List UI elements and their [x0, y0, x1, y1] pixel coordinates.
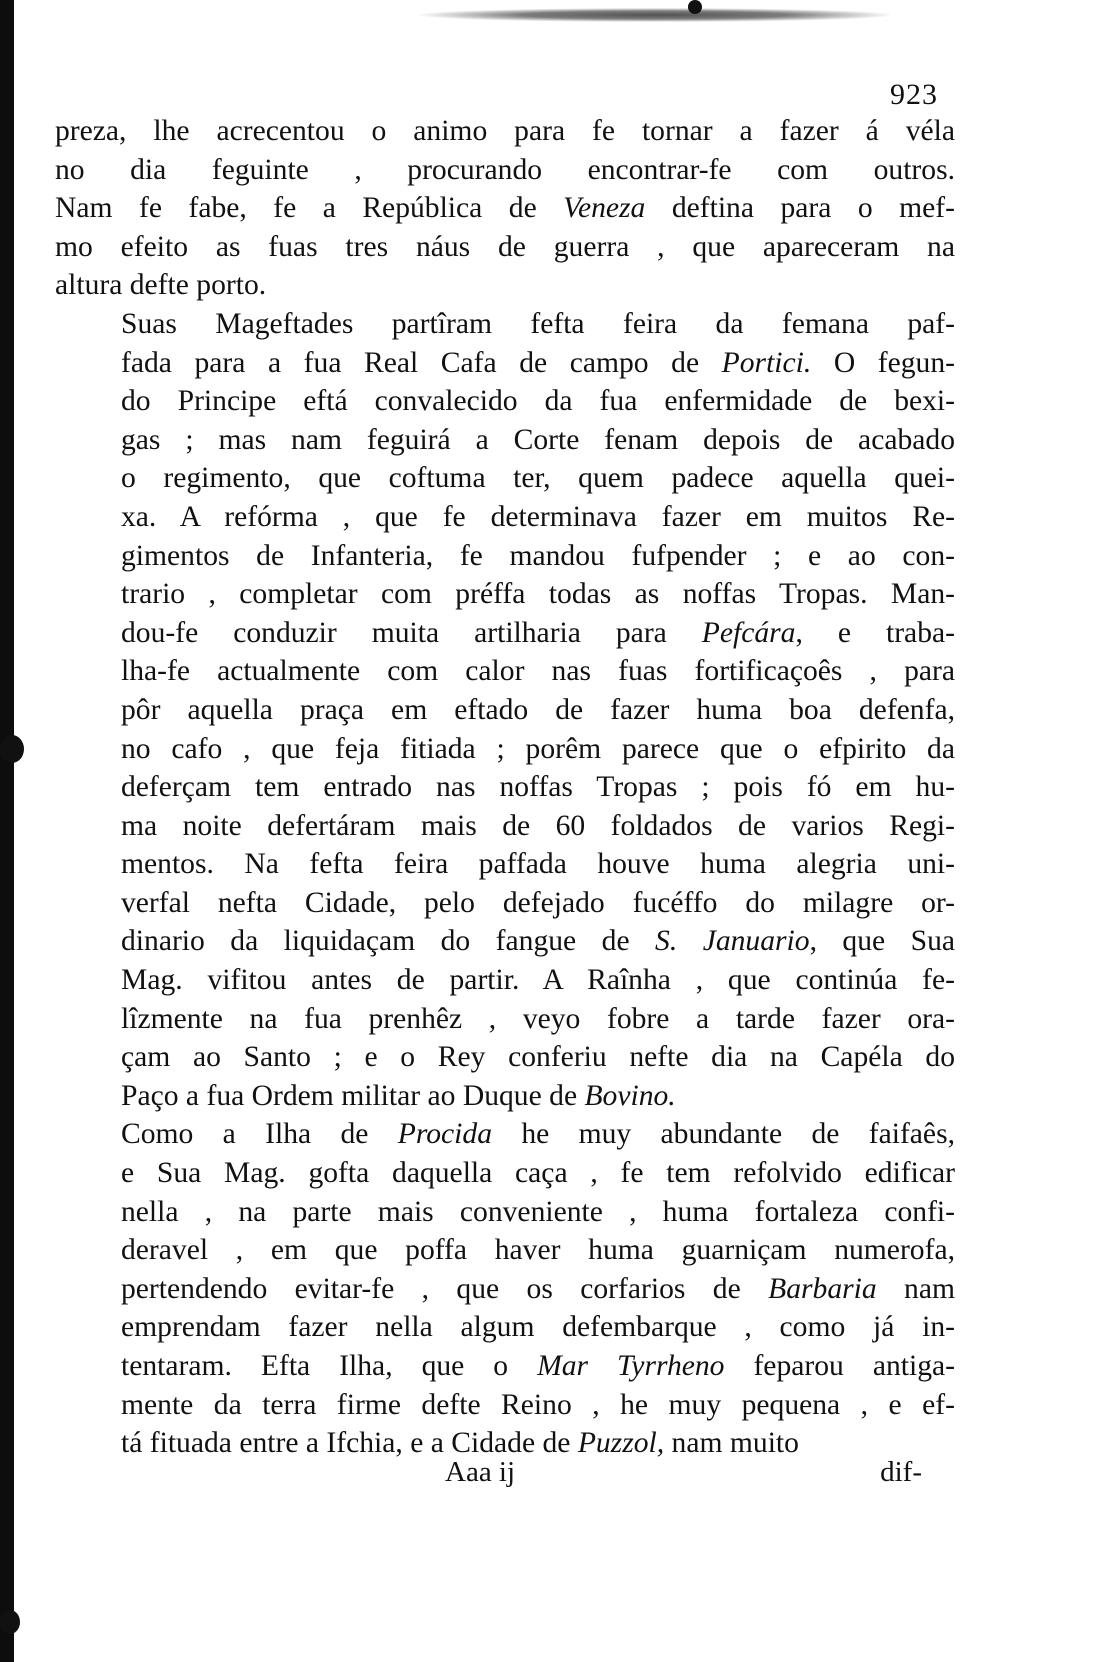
- text-line: [55, 382, 955, 421]
- text-segment: feparou antiga-: [724, 1350, 955, 1382]
- text-line: [55, 922, 955, 961]
- italic-name: Bovino.: [584, 1079, 676, 1112]
- text-segment: dou-fe conduzir muita artilharia para: [121, 616, 702, 649]
- text-line: [55, 266, 955, 305]
- text-segment: deferçam tem entrado nas noffas Tropas ; pois fó em hu-: [121, 771, 955, 804]
- text-segment: deftina para o mef-: [645, 192, 955, 225]
- text-segment: mo efeito as fuas tres náus de guerra , que apareceram na: [55, 230, 955, 263]
- text-segment: mente da terra firme defte Reino , he muy pequena , e ef-: [121, 1388, 955, 1421]
- text-segment: nam muito: [664, 1427, 799, 1460]
- italic-name: Portici.: [721, 346, 812, 379]
- text-line: [55, 1077, 955, 1116]
- text-segment: nella , na parte mais conveniente , huma fortaleza confi-: [121, 1195, 955, 1228]
- italic-name: S. Januario: [655, 925, 810, 958]
- text-segment: mentos. Na fefta feira paffada houve huma alegria uni-: [121, 848, 955, 881]
- scan-blot: [0, 1610, 20, 1634]
- italic-name: Puzzol,: [577, 1427, 665, 1460]
- text-line: [55, 1193, 955, 1232]
- text-segment: tentaram. Efta Ilha, que o: [121, 1350, 538, 1382]
- scan-edge-left: [0, 0, 14, 1662]
- text-line: [55, 884, 955, 923]
- text-line: [55, 498, 955, 537]
- text-line: [55, 1000, 955, 1039]
- text-line: [55, 189, 955, 228]
- text-segment: çam ao Santo ; e o Rey conferiu nefte dia na Capéla do: [121, 1041, 955, 1074]
- text-segment: fada para a fua Real Cafa de campo de: [121, 346, 722, 379]
- text-line: [55, 1386, 955, 1425]
- text-line: [55, 652, 955, 691]
- scan-edge-top: [420, 8, 890, 22]
- text-line: [55, 151, 955, 190]
- paragraph: [55, 112, 955, 305]
- text-segment: preza, lhe acrecentou o animo para fe tornar a fazer á véla: [55, 115, 955, 147]
- scan-blot: [688, 0, 702, 14]
- text-line: [55, 228, 955, 267]
- text-segment: he muy abundante de faifaês,: [492, 1118, 955, 1151]
- text-segment: pertendendo evitar-fe , que os corfarios de: [121, 1272, 769, 1305]
- text-segment: O fegun-: [811, 346, 955, 379]
- text-segment: tá fituada entre a Ifchia, e a Cidade de: [121, 1427, 578, 1460]
- text-line: [55, 961, 955, 1000]
- text-segment: no dia feguinte , procurando encontrar-fe com outros.: [55, 153, 955, 186]
- text-line: [55, 614, 955, 653]
- text-segment: o regimento, que coftuma ter, quem padece aquella quei-: [121, 462, 955, 495]
- text-line: [55, 730, 955, 769]
- text-segment: deravel , em que poffa haver huma guarniçam numerofa,: [121, 1234, 955, 1267]
- italic-name: Mar Tyrrheno: [537, 1350, 725, 1382]
- text-segment: Como a Ilha de: [121, 1118, 398, 1151]
- text-line: [55, 1154, 955, 1193]
- text-line: [55, 112, 955, 151]
- text-line: [55, 537, 955, 576]
- scan-blot: [0, 735, 24, 763]
- text-segment: do Principe eftá convalecido da fua enfermidade de bexi-: [121, 385, 955, 418]
- text-segment: ma noite defertáram mais de 60 foldados de varios Regi-: [121, 809, 955, 842]
- paragraph: [55, 1115, 955, 1462]
- italic-name: Veneza: [563, 192, 646, 225]
- text-segment: Suas Mageftades partîram fefta feira da femana paf-: [121, 307, 955, 340]
- italic-name: Pefcára: [701, 616, 796, 649]
- text-segment: nam: [876, 1272, 955, 1305]
- page-footer: [0, 1456, 1100, 1496]
- text-segment: dinario da liquidaçam do fangue de: [121, 925, 656, 958]
- text-line: [55, 575, 955, 614]
- text-segment: trario , completar com préffa todas as noffas Tropas. Man-: [121, 578, 955, 611]
- text-segment: , que Sua: [809, 925, 955, 958]
- text-segment: gas ; mas nam feguirá a Corte fenam depois de acabado: [121, 423, 955, 456]
- text-line: [55, 421, 955, 460]
- text-segment: emprendam fazer nella algum defembarque , como já in-: [121, 1311, 955, 1344]
- text-segment: altura defte porto.: [55, 269, 267, 302]
- text-line: [55, 845, 955, 884]
- text-line: [55, 1270, 955, 1309]
- text-line: [55, 768, 955, 807]
- text-line: [55, 807, 955, 846]
- body-text: [55, 112, 955, 1463]
- text-segment: xa. A refórma , que fe determinava fazer em muitos Re-: [121, 500, 955, 533]
- text-segment: e Sua Mag. gofta daquella caça , fe tem refolvido edificar: [121, 1157, 955, 1190]
- text-line: [55, 1308, 955, 1347]
- paragraph: [55, 305, 955, 1115]
- text-line: [55, 691, 955, 730]
- page-number: 923: [890, 78, 938, 111]
- text-segment: gimentos de Infanteria, fe mandou fufpender ; e ao con-: [121, 539, 955, 572]
- text-segment: verfal nefta Cidade, pelo defejado fucéffo do milagre or-: [121, 886, 955, 919]
- text-line: [55, 1038, 955, 1077]
- italic-name: Barbaria: [768, 1272, 877, 1305]
- signature-mark: Aaa ij: [445, 1456, 516, 1488]
- text-line: [55, 459, 955, 498]
- text-segment: no cafo , que feja fitiada ; porêm parece que o efpirito da: [121, 732, 955, 765]
- text-line: [55, 1347, 955, 1386]
- text-segment: lha-fe actualmente com calor nas fuas fortificaçoês , para: [121, 655, 955, 688]
- text-segment: pôr aquella praça em eftado de fazer huma boa defenfa,: [121, 693, 955, 726]
- text-segment: Nam fe fabe, fe a República de: [55, 192, 564, 225]
- text-line: [55, 344, 955, 383]
- text-line: [55, 1115, 955, 1154]
- catchword: dif-: [880, 1456, 922, 1488]
- text-segment: Mag. vifitou antes de partir. A Raînha , que continúa fe-: [121, 964, 955, 997]
- text-segment: , e traba-: [795, 616, 955, 649]
- text-line: [55, 1231, 955, 1270]
- italic-name: Procida: [397, 1118, 492, 1151]
- text-segment: Paço a fua Ordem militar ao Duque de: [121, 1079, 585, 1112]
- text-segment: lîzmente na fua prenhêz , veyo fobre a tarde fazer ora-: [121, 1002, 955, 1035]
- text-line: [55, 305, 955, 344]
